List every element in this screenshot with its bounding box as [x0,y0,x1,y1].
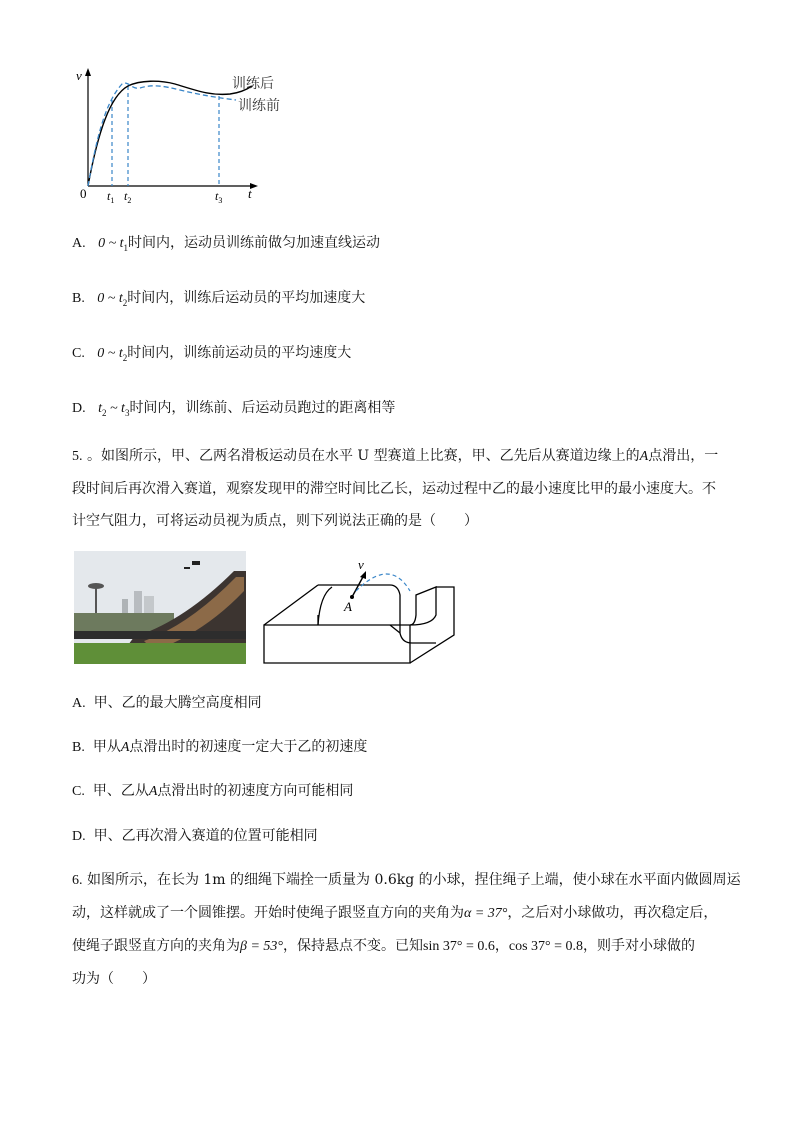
t2-label: $t_2$ [124,189,132,204]
diagram-v-label: v [358,557,364,572]
halfpipe-photo-art [74,551,246,664]
q5-line2: 段时间后再次滑入赛道，观察发现甲的滞空时间比乙长，运动过程中乙的最小速度比甲的最小速度大。不 [72,481,716,497]
q6-line2: 动，这样就成了一个圆锥摆。开始时使绳子跟竖直方向的夹角为α = 37°，之后对小球做功，再次稳定后， [72,905,718,921]
curve-before-training [88,83,236,186]
q6-line1: 6. 如图所示，在长为 1m 的细绳下端拴一质量为 0.6kg 的小球，捏住绳子上端，使小球在水平面内做圆周运 [72,872,741,888]
diagram-a-label: A [344,599,352,614]
vt-graph [70,62,300,204]
t1-label: $t_1$ [107,189,115,204]
q6-line4: 功为（ ） [72,971,156,987]
legend-after-training: 训练后 [232,76,274,92]
q4-option-a[interactable]: A. 0 ~ $t_1$时间内，运动员训练前做匀加速直线运动 [72,235,381,253]
q4-option-b[interactable]: B. 0 ~ $t_2$时间内，训练后运动员的平均加速度大 [72,290,366,308]
q6-stem [72,864,741,995]
q4-option-d[interactable]: D. $t_2$ ~ $t_3$时间内，训练前、后运动员跑过的距离相等 [72,400,396,418]
q6-line3: 使绳子跟竖直方向的夹角为β = 53°，保持悬点不变。已知sin 37° = 0.6，cos 37° = 0.8，则手对小球做的 [72,938,696,954]
t3-label: $t_3$ [215,189,223,204]
q5-stem [72,440,722,537]
q5-line1: 5. 。如图所示，甲、乙两名滑板运动员在水平 U 型赛道上比赛，甲、乙先后从赛道边缘上的A点滑出，一 [72,448,719,464]
v-axis-arrow [85,68,91,76]
q5-line3: 计空气阻力，可将运动员视为质点，则下列说法正确的是（ ） [72,513,478,529]
origin-label: 0 [80,186,87,201]
t-axis-label: t [248,186,252,201]
q4-option-c[interactable]: C. 0 ~ $t_2$时间内，训练前运动员的平均速度大 [72,345,352,363]
q5-option-c[interactable]: C. 甲、乙从A点滑出时的初速度方向可能相同 [72,783,354,799]
halfpipe-photo [74,551,246,664]
u-track-diagram [260,555,460,667]
velocity-arrowhead [360,571,366,579]
q5-option-b[interactable]: B. 甲从A点滑出时的初速度一定大于乙的初速度 [72,739,368,755]
legend-before-training: 训练前 [238,98,280,114]
q5-option-a[interactable]: A. 甲、乙的最大腾空高度相同 [72,695,262,711]
v-axis-label: v [76,68,82,83]
q5-option-d[interactable]: D. 甲、乙再次滑入赛道的位置可能相同 [72,828,318,844]
